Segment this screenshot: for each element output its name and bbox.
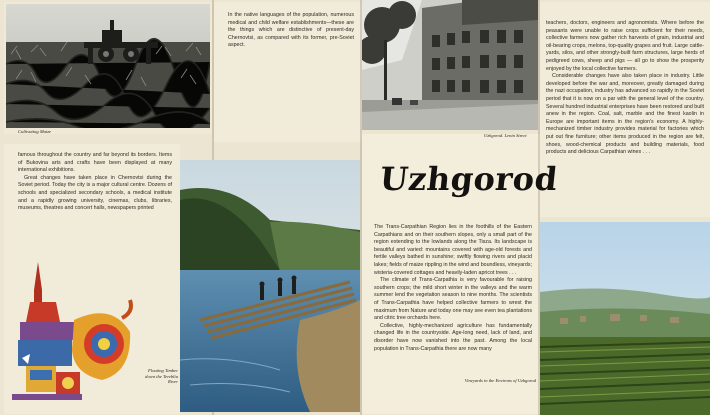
timber-photo	[180, 160, 360, 412]
folk-art-illustration	[12, 262, 136, 412]
caption-timber: Floating Timber down the Tereblia River	[145, 368, 178, 385]
page-title: Uzhgorod	[378, 160, 560, 198]
paragraph: Great changes have taken place in Chernovtsi during the Soviet period. Today the city is a major cultural centre. Dozens of schools and specialized secondary schools, a medical institute and a rapidly growing university, cinemas, clubs, libraries, museums, theatres and concert halls, newspapers printed	[18, 174, 172, 212]
caption-maize: Cultivating Maize	[18, 129, 52, 134]
caption-vineyards: Vineyards in the Environs of Uzhgorod	[464, 378, 536, 383]
caption-street: Uzhgorod. Lenin Street	[484, 133, 527, 138]
paragraph: Considerable changes have also taken place in industry. Little developed before the war and, moreover, greatly damaged during the nazi occupation, industry has advanced so rapidly in the Soviet period that it is now on a par with the general level of the country. Several hundred industrial enterprises have been restored and built anew in the region. Coal, salt, marble and the finest kaolin in Europe are important items in the region's economy. A highly-mechanized timber industry provides material for factories which put out fine furniture; other items produced in the region are felt, shoes, wood-chemical products and building materials, food products and delicious Carpathian wines . . .	[546, 73, 704, 156]
paragraph: Collective, highly-mechanized agriculture has fundamentally changed life in the countryside. Age-long need, lack of land, and disorder have now vanished into the past. Among the local population in Trans-Carpathia there are now many	[374, 322, 532, 352]
maize-photo	[6, 4, 210, 128]
vineyards-photo	[540, 222, 710, 415]
paragraph: In the native languages of the population, numerous medical and child welfare establishments—these are the things which are distinctive of present-day Chernovtsi, as compared with its former, pre-Soviet aspect.	[228, 12, 354, 49]
text-left-mid	[18, 152, 172, 213]
street-photo	[362, 0, 538, 130]
text-top-mid	[228, 12, 354, 50]
paragraph: teachers, doctors, engineers and agronomists. Where before the peasants were unable to raise crops sufficient for their needs, collective farmers now gather rich harvests of grain, industrial and oil-bearing crops, melons, top-quality grapes and fruit. Large cattle-yards, silos, and other strongly-built farm structures, large herds of pedigreed cows, sheep and pigs — all go to show the prosperity enjoyed by the local collective farmers.	[546, 20, 704, 72]
paragraph: The climate of Trans-Carpathia is very favourable for raising southern crops; the mild short winter in the valleys and the warm summer lend the vegetation season to nine months. The scientists of Trans-Carpathia have helped collective farmers to wrest the maximum from Nature and today one may see even tea plantations and citric tree orchards here.	[374, 277, 532, 322]
text-center	[374, 224, 532, 353]
text-top-right	[546, 20, 704, 157]
paragraph: The Trans-Carpathian Region lies in the foothills of the Eastern Carpathians and on their southern slopes, only a small part of the region extending to the lowlands along the Tisza. Its landscape is beautiful and varied: mountains covered with age-old forests and fertile valleys bathed in sunshine; swiftly flowing rivers and placid lakes; fields of maize rippling in the wind and boundless, vineyards; wisteria-covered cottages and heavily-laden apricot trees . . .	[374, 224, 532, 276]
paragraph: famous throughout the country and far beyond its borders. Items of Bukovina arts and crafts have been displayed at many international exhibitions.	[18, 152, 172, 174]
